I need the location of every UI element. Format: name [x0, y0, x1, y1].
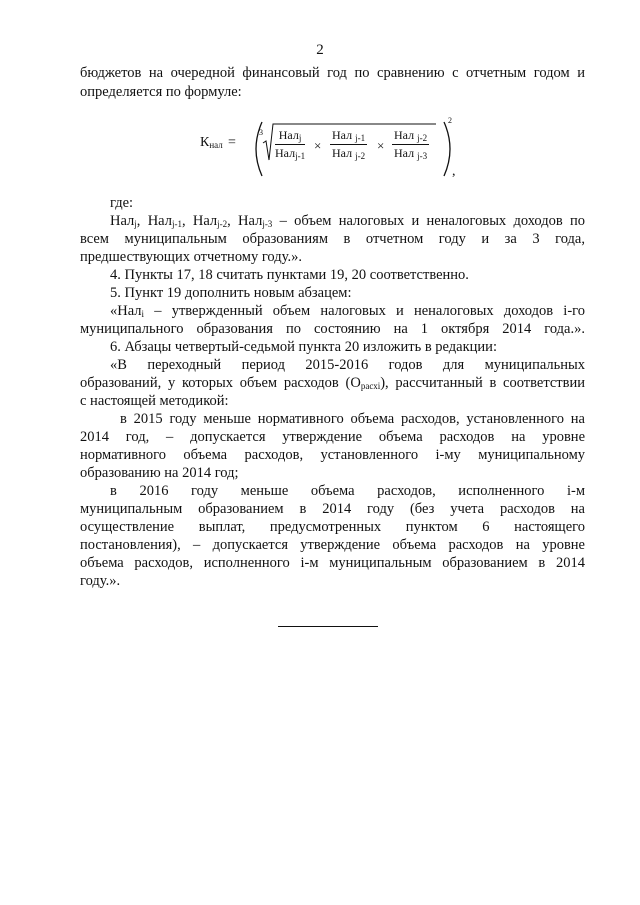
- text-line: где:: [110, 195, 134, 211]
- text-line: в 2015 году меньше нормативного объема расходов, установленного на: [120, 411, 585, 427]
- page-number: 2: [316, 42, 324, 58]
- text-line: предшествующих отчетному году.».: [80, 249, 302, 265]
- text-line: всем муниципальным образованиям в отчетном году и за 3 года,: [80, 231, 585, 247]
- text-line: 4. Пункты 17, 18 считать пунктами 19, 20 соответственно.: [110, 267, 469, 283]
- fraction-1: Нал$_j$ Нал$_{j-1}$: [275, 128, 306, 161]
- formula-equals: =: [228, 135, 236, 150]
- text-line: образованию на 2014 год;: [80, 465, 239, 481]
- definition-line: «Нал$_i$ – утвержденный объем налоговых и неналоговых доходов i-го: [110, 303, 586, 319]
- end-separator: [278, 626, 378, 627]
- text-line: нормативного объема расходов, установленного i-му муниципальному: [80, 447, 585, 463]
- text-line: 6. Абзацы четвертый-седьмой пункта 20 изложить в редакции:: [110, 339, 497, 355]
- text-line: году.».: [80, 573, 121, 589]
- times-sign: ×: [377, 138, 385, 153]
- definition-line: Нал$_j$, Нал$_{j-1}$, Нал$_{j-2}$, Нал$_{j-3}$ – объем налоговых и неналоговых доходов по: [110, 213, 585, 229]
- text-line: постановления), – допускается утверждение объема расходов на уровне: [80, 537, 585, 553]
- text-line: определяется по формуле:: [80, 84, 242, 100]
- fraction-3: Нал $_{j-2}$ Нал $_{j-3}$: [394, 128, 428, 161]
- text-line: бюджетов на очередной финансовый год по сравнению с отчетным годом и: [80, 65, 585, 81]
- formula: [200, 116, 470, 182]
- times-sign: ×: [314, 138, 322, 153]
- text-line: образований, у которых объем расходов $(О_{расхi})$, рассчитанный в соответствии: [80, 375, 585, 391]
- text-line: «В переходный период 2015-2016 годов для муниципальных: [110, 357, 585, 373]
- text-line: муниципальным образованием в 2014 году (без учета расходов на: [80, 501, 585, 517]
- text-line: в 2016 году меньше объема расходов, исполненного i-м: [110, 483, 585, 499]
- formula-k: $К_{нал}$: [200, 135, 223, 150]
- formula-comma: ,: [452, 164, 456, 179]
- formula-power: 2: [448, 116, 452, 125]
- text-line: осуществление выплат, предусмотренных пунктом 6 настоящего: [80, 519, 585, 535]
- text-line: 2014 год, – допускается утверждение объема расходов на уровне: [80, 429, 585, 445]
- text-line: муниципального образования по состоянию на 1 октября 2014 года.».: [80, 321, 585, 337]
- text-line: 5. Пункт 19 дополнить новым абзацем:: [110, 285, 352, 301]
- root-index: 3: [259, 128, 263, 137]
- text-line: объема расходов, исполненного i-м муниципальным образованием в 2014: [80, 555, 585, 571]
- text-line: с настоящей методикой:: [80, 393, 229, 409]
- fraction-2: Нал $_{j-1}$ Нал $_{j-2}$: [332, 128, 366, 161]
